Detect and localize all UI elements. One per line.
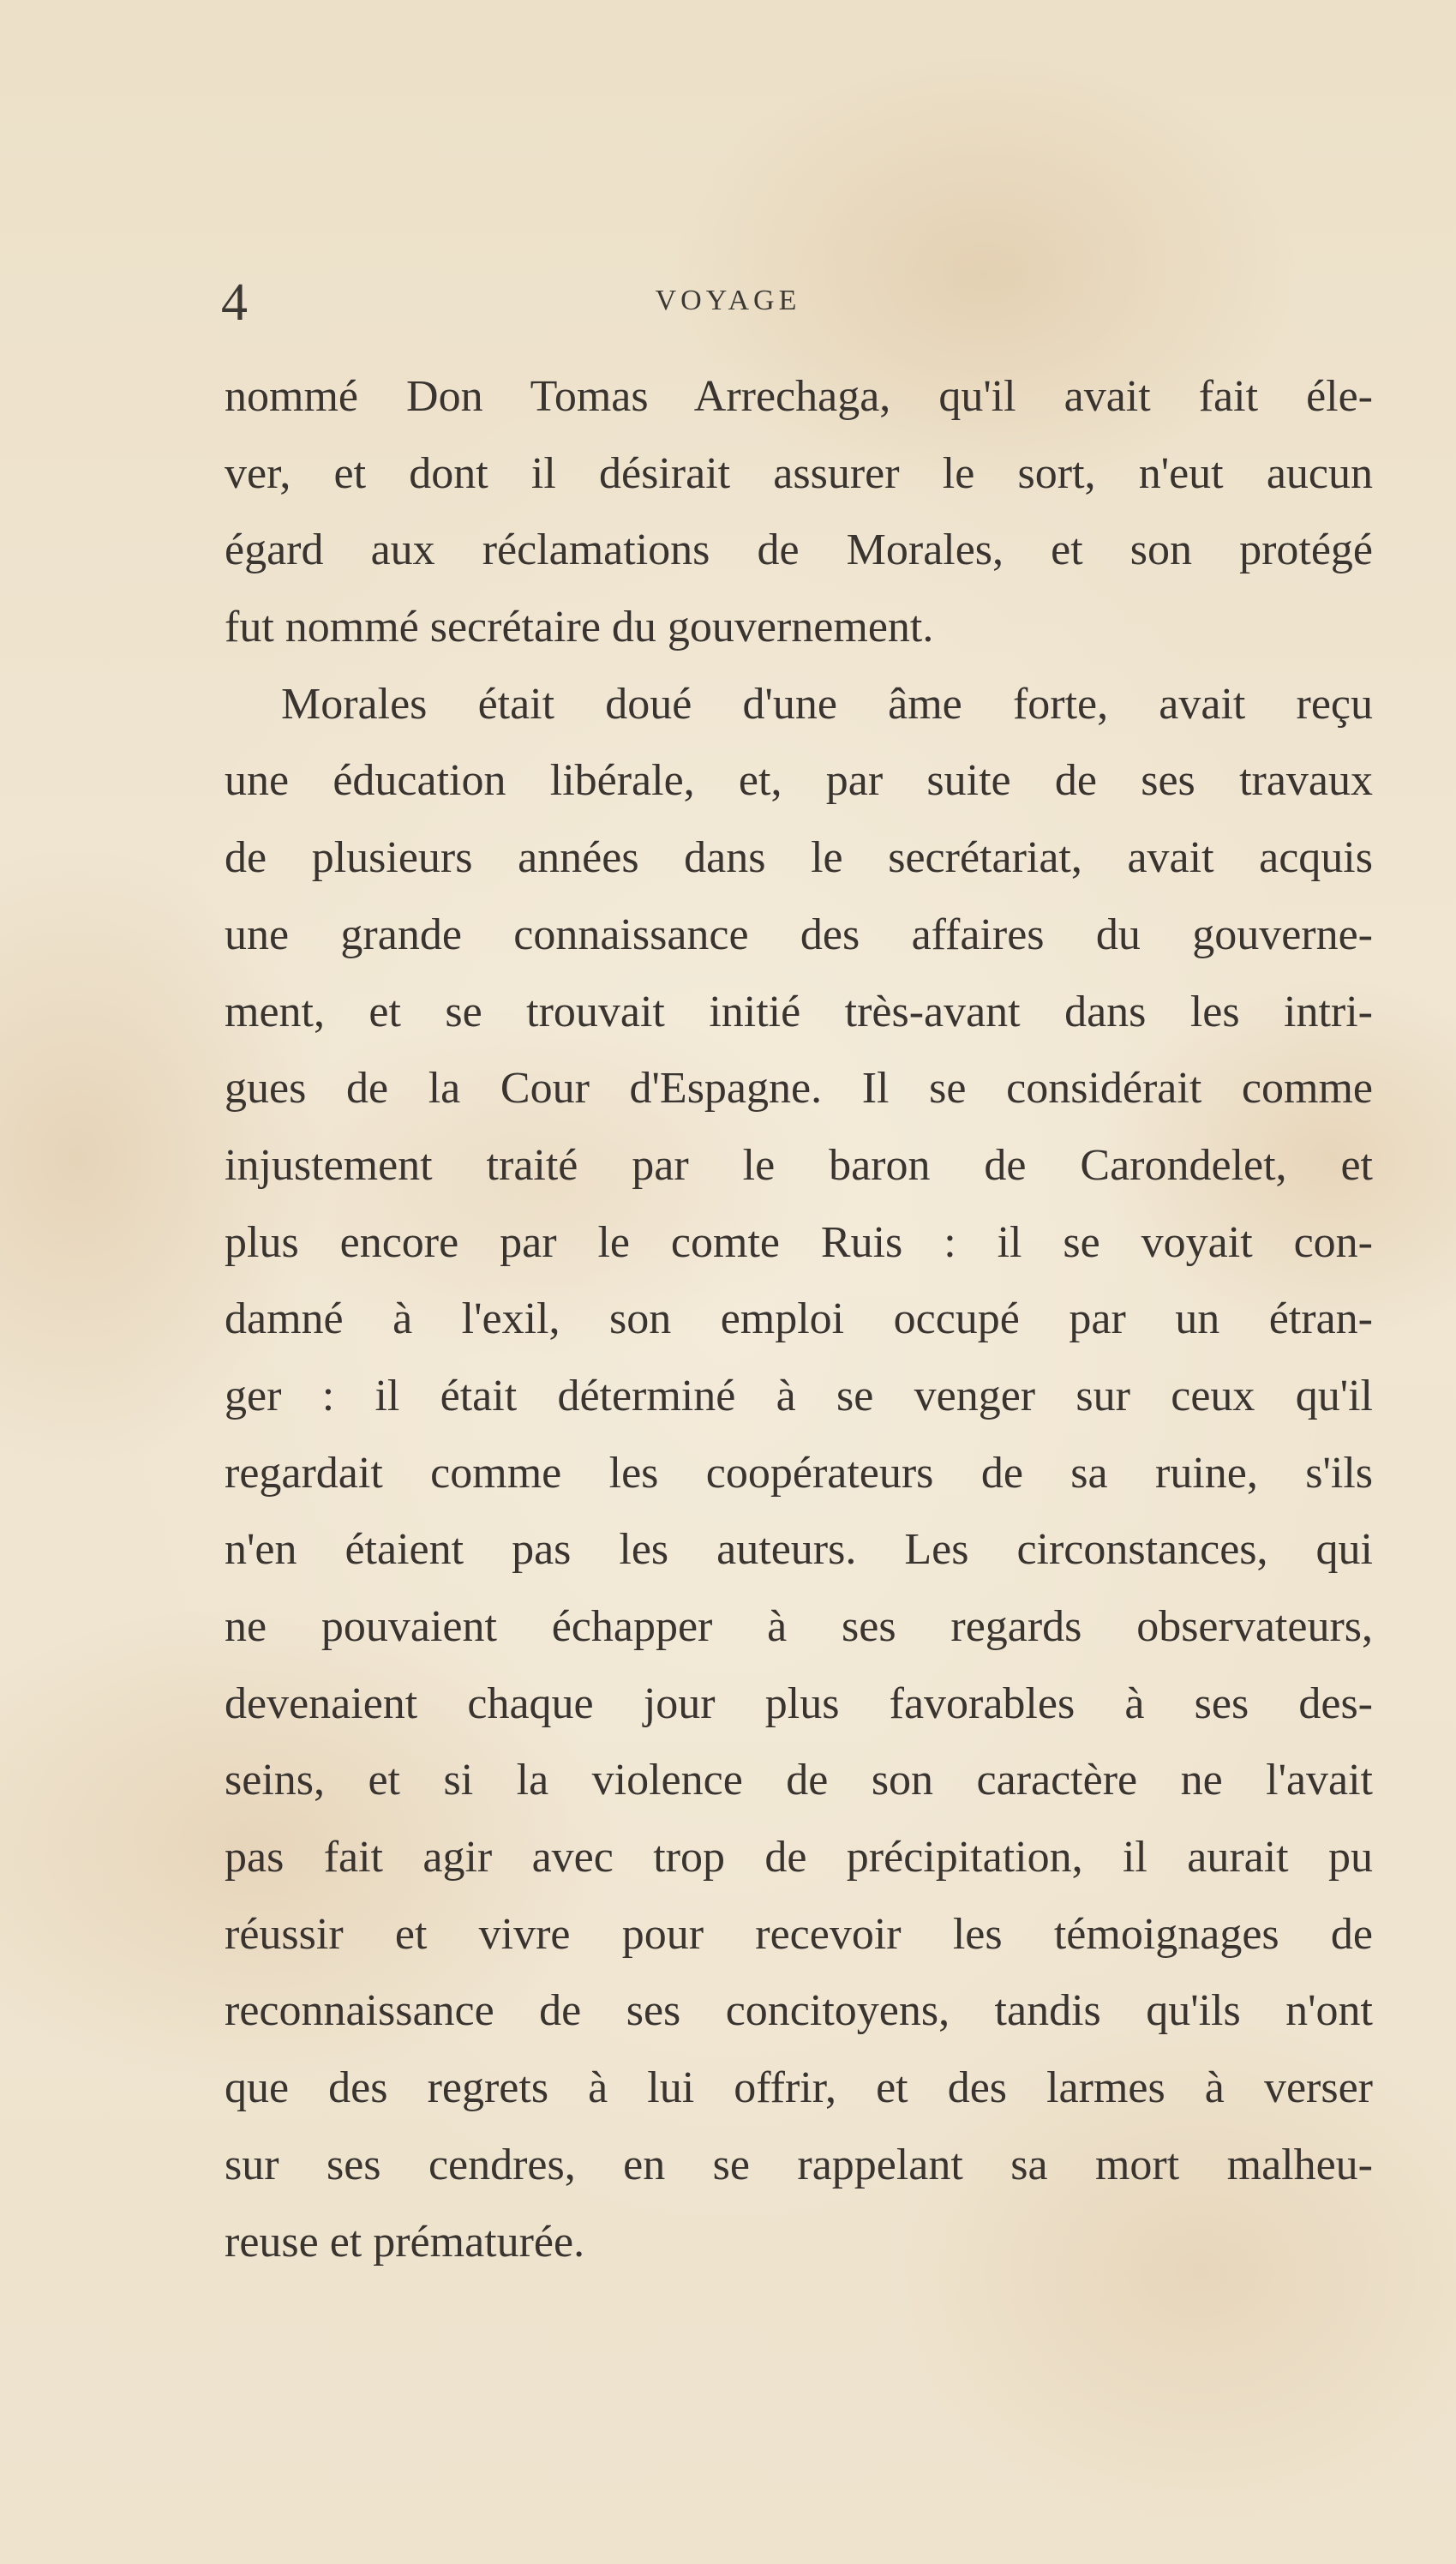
body-text xyxy=(225,358,1373,2280)
text-line: reconnaissance de ses concitoyens, tandis qu'ils n'ont xyxy=(225,1986,1373,2036)
text-line: fut nommé secrétaire du gouvernement. xyxy=(225,603,934,652)
text-line: Morales était doué d'une âme forte, avait reçu xyxy=(281,679,1373,729)
text-line: que des regrets à lui offrir, et des larmes à verser xyxy=(225,2063,1373,2113)
text-line: damné à l'exil, son emploi occupé par un étran- xyxy=(225,1294,1373,1344)
text-line: regardait comme les coopérateurs de sa ruine, s'ils xyxy=(225,1448,1373,1498)
text-line: une éducation libérale, et, par suite de ses travaux xyxy=(225,756,1373,806)
text-line: injustement traité par le baron de Carondelet, et xyxy=(225,1140,1373,1190)
paragraph-1 xyxy=(225,358,1373,666)
text-line: n'en étaient pas les auteurs. Les circonstances, qui xyxy=(225,1525,1373,1575)
text-line: ver, et dont il désirait assurer le sort, n'eut aucun xyxy=(225,448,1373,498)
text-line: reuse et prématurée. xyxy=(225,2217,585,2267)
page-number: 4 xyxy=(221,273,248,332)
text-line: devenaient chaque jour plus favorables à ses des- xyxy=(225,1678,1373,1728)
text-line: seins, et si la violence de son caractère ne l'avait xyxy=(225,1756,1373,1805)
text-line: ne pouvaient échapper à ses regards observateurs, xyxy=(225,1602,1373,1651)
text-line: une grande connaissance des affaires du gouverne- xyxy=(225,910,1373,959)
text-line: nommé Don Tomas Arrechaga, qu'il avait fait éle- xyxy=(225,372,1373,421)
text-line: ment, et se trouvait initié très-avant dans les intri- xyxy=(225,987,1373,1036)
text-line: pas fait agir avec trop de précipitation, il aurait pu xyxy=(225,1833,1373,1882)
text-line: plus encore par le comte Ruis : il se voyait con- xyxy=(225,1217,1373,1267)
text-line: réussir et vivre pour recevoir les témoignages de xyxy=(225,1909,1373,1959)
text-line: ger : il était déterminé à se venger sur ceux qu'il xyxy=(225,1371,1373,1420)
running-head: VOYAGE xyxy=(655,285,801,316)
paragraph-2 xyxy=(225,666,1373,2280)
text-line: gues de la Cour d'Espagne. Il se considérait comme xyxy=(225,1064,1373,1114)
text-line: sur ses cendres, en se rappelant sa mort malheu- xyxy=(225,2140,1373,2189)
text-line: de plusieurs années dans le secrétariat, avait acquis xyxy=(225,833,1373,883)
text-line: égard aux réclamations de Morales, et son protégé xyxy=(225,525,1373,575)
